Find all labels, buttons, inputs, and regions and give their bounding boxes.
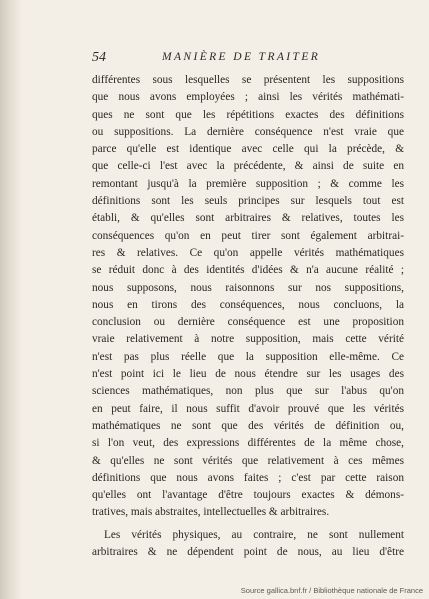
text-line: ques ne sont que les répétitions exactes des définitions — [92, 108, 404, 121]
text-line: différentes sous lesquelles se présentent les suppositions — [92, 74, 404, 86]
text-line: n'est pas plus réelle que la supposition elle-même. Ce — [92, 350, 404, 363]
page-number: 54 — [92, 50, 106, 65]
text-line: n'est point ici le lieu de nous étendre sur les usages des — [92, 368, 404, 381]
text-line: vraie relativement à notre supposition, mais cette vérité — [92, 333, 404, 346]
text-line: qu'elles ont l'avantage d'être toujours exactes & démons- — [92, 489, 404, 502]
text-line: & qu'elles ne sont vérités que relativement à ces mêmes — [92, 454, 404, 467]
page-gutter-shadow — [0, 0, 22, 599]
paragraph-2 — [92, 527, 404, 562]
text-line: Les vérités physiques, au contraire, ne sont nullement — [104, 528, 404, 541]
running-title: MANIÈRE DE TRAITER — [162, 51, 321, 63]
text-line: que nous avons employées ; ainsi les vérités mathémati- — [92, 91, 404, 104]
text-line: définitions sont les seuls principes sur lesquels tout est — [92, 195, 404, 208]
text-line: mathématiques ne sont que des vérités de définition ou, — [92, 419, 404, 432]
text-line: en peut faire, il nous suffit d'avoir prouvé que les vérités — [92, 402, 404, 415]
text-line: ou suppositions. La dernière conséquence n'est vraie que — [92, 125, 404, 138]
text-line: nous supposons, nous raisonnons sur nos suppositions, — [92, 281, 404, 294]
text-line: nous en tirons des conséquences, nous concluons, la — [92, 298, 404, 311]
text-line: conséquences qu'on en peut tirer sont également arbitrai- — [92, 229, 404, 242]
text-line: remontant jusqu'à la première supposition ; & comme les — [92, 177, 404, 190]
text-line: res & relatives. Ce qu'on appelle vérités mathématiques — [92, 246, 404, 259]
text-line: arbitraires & ne dépendent point de nous, au lieu d'être — [92, 546, 404, 559]
text-line: que celle-ci l'est avec la précédente, & ainsi de suite en — [92, 160, 404, 173]
text-line: se réduit donc à des identités d'idées & n'a aucune réalité ; — [92, 264, 404, 277]
text-line: définitions que nous avons faites ; c'est par cette raison — [92, 471, 404, 484]
paragraph-1 — [92, 72, 404, 522]
body-text — [92, 72, 404, 561]
text-line: si l'on veut, des expressions différentes de la même chose, — [92, 437, 404, 450]
text-line: établi, & qu'elles sont arbitraires & relatives, toutes les — [92, 212, 404, 225]
source-credit: Source gallica.bnf.fr / Bibliothèque nationale de France — [240, 586, 423, 595]
text-line: tratives, mais abstraites, intellectuelles & arbitraires. — [92, 506, 330, 519]
text-line: conclusion ou dernière conséquence est une proposition — [92, 316, 404, 329]
text-line: parce qu'elle est identique avec celle qui la précède, & — [92, 143, 404, 156]
text-line: sciences mathématiques, non plus que sur l'abus qu'on — [92, 385, 404, 398]
